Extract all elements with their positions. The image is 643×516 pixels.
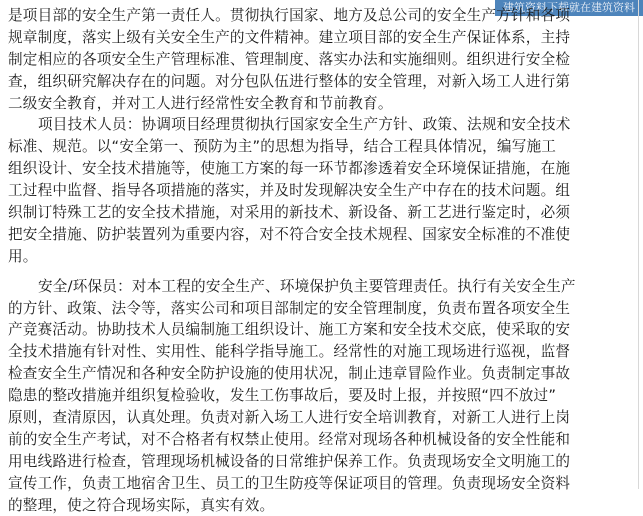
page-edge-divider: [638, 0, 639, 489]
text-line: 的方针、政策、法令等，落实公司和项目部制定的安全管理制度，负责布置各项安全生: [8, 299, 571, 317]
text-line: 前的安全生产考试，对不合格者有权禁止使用。经常对现场各种机械设备的安全性能和: [8, 430, 571, 448]
watermark-text: 建筑资料下载就在建筑资料: [503, 1, 635, 14]
text-line: 是项目部的安全生产第一责任人。贯彻执行国家、地方及总公司的安全生产方针和各项: [8, 7, 571, 24]
text-line: 用电线路进行检查，管理现场机械设备的日常维护保养工作。负责现场安全文明施工的: [8, 452, 571, 470]
text-line: 的整理，使之符合现场实际，真实有效。: [8, 496, 275, 514]
paragraph-technical-staff: [8, 114, 608, 267]
document-body: [8, 5, 608, 516]
text-line: 用。: [8, 247, 38, 265]
text-line: 项目技术人员：协调项目经理贯彻执行国家安全生产方针、政策、法规和安全技术: [38, 116, 571, 134]
text-line: 全技术措施有针对性、实用性、能科学指导施工。经常性的对施工现场进行巡视，监督: [8, 343, 571, 361]
text-line: 标准、规范。以“安全第一、预防为主”的思想为指导，结合工程具体情况，编写施工: [8, 138, 557, 156]
text-line: 组织设计、安全技术措施等，使施工方案的每一环节都渗透着安全环境保证措施，在施: [8, 160, 571, 178]
text-line: 检查安全生产情况和各种安全防护设施的使用状况，制止违章冒险作业。负责制定事故: [8, 365, 571, 383]
paragraph-project-manager: [8, 5, 608, 114]
text-line: 安全/环保员：对本工程的安全生产、环境保护负主要管理责任。执行有关安全生产: [38, 277, 576, 295]
text-line: 规章制度，落实上级有关安全生产的文件精神。建立项目部的安全生产保证体系，主持: [8, 28, 571, 46]
text-line: 隐患的整改措施并组织复检验收，发生工伤事故后，要及时上报，并按照“四不放过”: [8, 387, 557, 405]
paragraph-spacer: [8, 268, 608, 276]
text-line: 二级安全教育，并对工人进行经常性安全教育和节前教育。: [8, 94, 393, 112]
text-line: 工过程中监督、指导各项措施的落实，并及时发现解决安全生产中存在的技术问题。组: [8, 182, 571, 200]
text-line: 织制订特殊工艺的安全技术措施，对采用的新技术、新设备、新工艺进行鉴定时，必须: [8, 204, 571, 222]
paragraph-safety-officer: [8, 276, 608, 516]
text-line: 把安全措施、防护装置列为重要内容，对不符合安全技术规程、国家安全标准的不准使: [8, 225, 571, 243]
text-line: 制定相应的各项安全生产管理标准、管理制度、落实办法和实施细则。组织进行安全检: [8, 50, 571, 68]
text-line: 宣传工作，负责工地宿舍卫生、员工的卫生防疫等保证项目的管理。负责现场安全资料: [8, 474, 571, 492]
text-line: 查，组织研究解决存在的问题。对分包队伍进行整体的安全管理，对新入场工人进行第: [8, 72, 571, 90]
text-line: 产竞赛活动。协助技术人员编制施工组织设计、施工方案和安全技术交底，使采取的安: [8, 321, 571, 339]
text-line: 原则，查清原因，认真处理。负责对新入场工人进行安全培训教育，对新工人进行上岗: [8, 409, 571, 427]
